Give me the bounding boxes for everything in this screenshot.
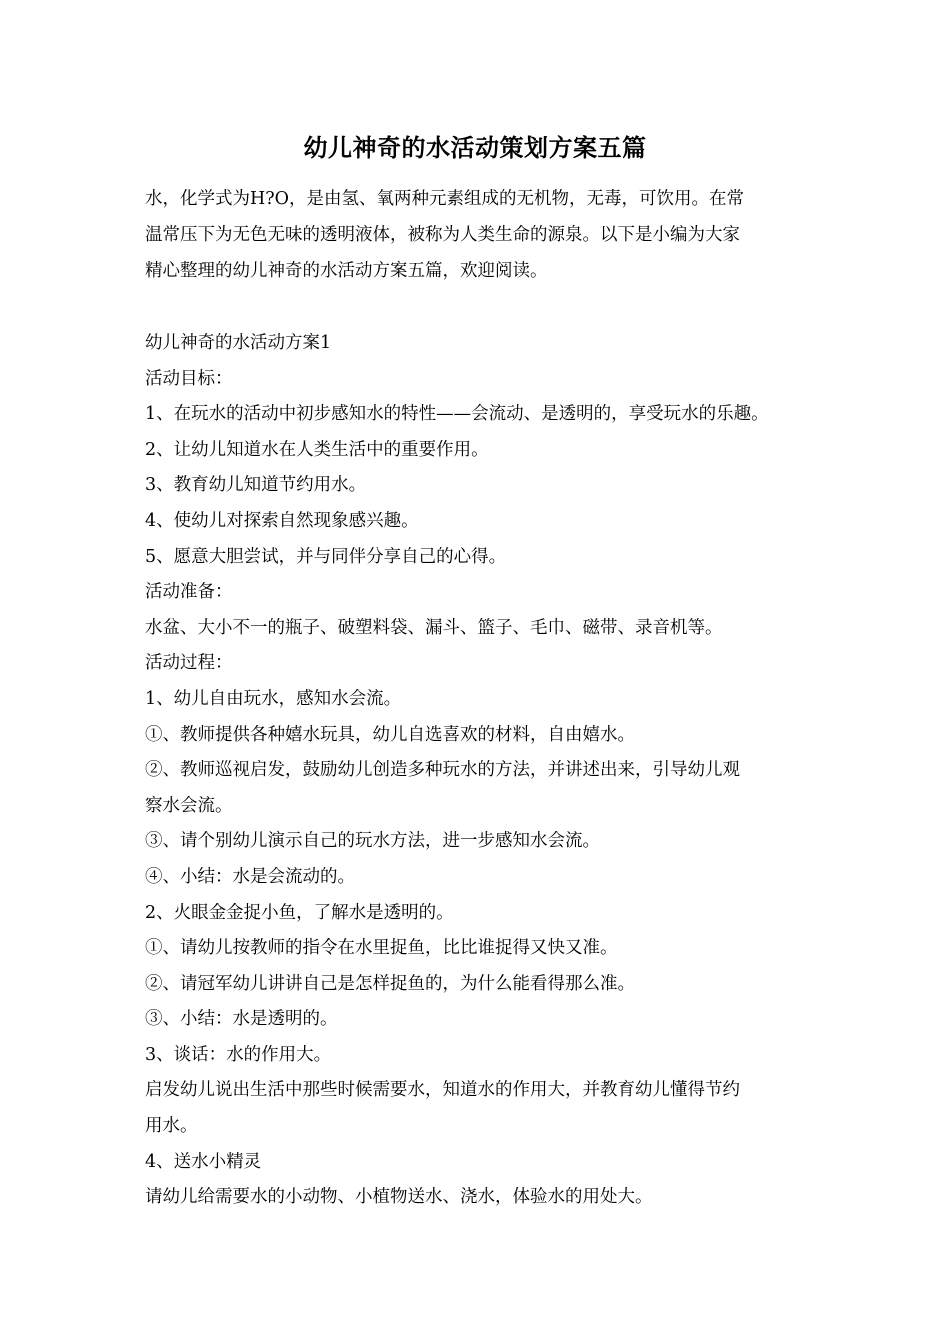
text-line: ①、教师提供各种嬉水玩具，幼儿自选喜欢的材料，自由嬉水。	[145, 724, 635, 745]
intro-line: 精心整理的幼儿神奇的水活动方案五篇，欢迎阅读。	[145, 261, 548, 281]
text-line: 2、火眼金金捉小鱼，了解水是透明的。	[145, 902, 454, 923]
plan-1-section	[145, 326, 845, 1216]
text-line: 3、谈话：水的作用大。	[145, 1044, 332, 1065]
text-line: 活动目标：	[145, 368, 233, 389]
text-line: 水盆、大小不一的瓶子、破塑料袋、漏斗、篮子、毛巾、磁带、录音机等。	[145, 617, 723, 638]
text-line: ③、小结：水是透明的。	[145, 1009, 338, 1030]
text-line: 活动准备：	[145, 582, 233, 603]
text-line: ③、请个别幼儿演示自己的玩水方法，进一步感知水会流。	[145, 831, 600, 852]
text-line: ①、请幼儿按教师的指令在水里捉鱼，比比谁捉得又快又准。	[145, 938, 618, 959]
text-line: ②、教师巡视启发，鼓励幼儿创造多种玩水的方法，并讲述出来，引导幼儿观	[145, 760, 740, 781]
intro-line: 水，化学式为H?O，是由氢、氧两种元素组成的无机物，无毒，可饮用。在常	[145, 189, 744, 209]
text-line: 5、愿意大胆尝试，并与同伴分享自己的心得。	[145, 546, 507, 567]
text-line: 请幼儿给需要水的小动物、小植物送水、浇水，体验水的用处大。	[145, 1187, 653, 1208]
text-line: ②、请冠军幼儿讲讲自己是怎样捉鱼的，为什么能看得那么准。	[145, 973, 635, 994]
text-line: 4、使幼儿对探索自然现象感兴趣。	[145, 510, 419, 531]
text-line: 3、教育幼儿知道节约用水。	[145, 475, 367, 496]
text-line: 1、幼儿自由玩水，感知水会流。	[145, 688, 402, 709]
text-line: 1、在玩水的活动中初步感知水的特性——会流动、是透明的，享受玩水的乐趣。	[145, 404, 769, 425]
text-line: 察水会流。	[145, 795, 233, 816]
intro-line: 温常压下为无色无味的透明液体，被称为人类生命的源泉。以下是小编为大家	[145, 225, 740, 245]
section-heading: 幼儿神奇的水活动方案1	[145, 333, 332, 353]
document-title: 幼儿神奇的水活动策划方案五篇	[303, 133, 647, 162]
text-line: 活动过程：	[145, 653, 233, 674]
text-line: 4、送水小精灵	[145, 1151, 262, 1172]
text-line: 2、让幼儿知道水在人类生活中的重要作用。	[145, 439, 489, 460]
text-line: 用水。	[145, 1116, 198, 1137]
intro-paragraph	[145, 181, 815, 289]
text-line: ④、小结：水是会流动的。	[145, 866, 355, 887]
text-line: 启发幼儿说出生活中那些时候需要水，知道水的作用大，并教育幼儿懂得节约	[145, 1080, 740, 1101]
